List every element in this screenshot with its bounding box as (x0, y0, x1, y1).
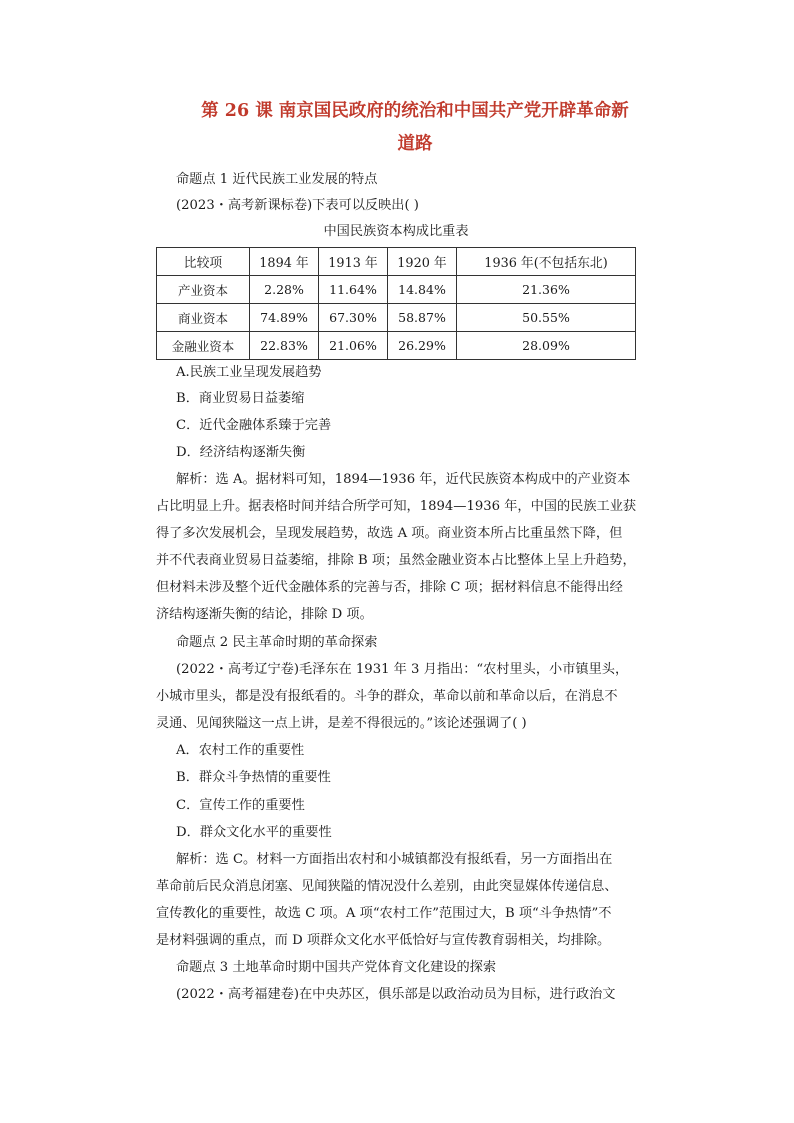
q2-stem-line: (2022・高考辽宁卷)毛泽东在 1931 年 3 月指出：“农村里头，小市镇里头， (176, 662, 629, 677)
q2-analysis-line: 解析：选 C。材料一方面指出农村和小城镇都没有报纸看，另一方面指出在 (176, 852, 613, 867)
q2-point: 命题点 2 民主革命时期的革命探索 (176, 635, 378, 650)
q1-analysis-line: 得了多次发展机会，呈现发展趋势，故选 A 项。商业资本所占比重虽然下降，但 (156, 526, 623, 541)
table-cell: 产业资本 (157, 276, 250, 304)
q2-option-a: A．农村工作的重要性 (176, 743, 305, 758)
q1-analysis-line: 并不代表商业贸易日益萎缩，排除 B 项；虽然金融业资本占比整体上呈上升趋势， (156, 553, 636, 568)
table-header-cell: 1913 年 (319, 248, 388, 276)
table-header-cell: 1936 年(不包括东北) (457, 248, 636, 276)
table-header-cell: 比较项 (157, 248, 250, 276)
table-cell: 商业资本 (157, 304, 250, 332)
q2-analysis-line: 是材料强调的重点，而 D 项群众文化水平低恰好与宣传教育弱相关，均排除。 (156, 933, 611, 948)
q1-analysis-line: 占比明显上升。据表格时间并结合所学可知，1894—1936 年，中国的民族工业获 (156, 499, 637, 514)
table-cell: 21.36% (457, 276, 636, 304)
q2-stem-line: 小城市里头，都是没有报纸看的。斗争的群众，革命以前和革命以后，在消息不 (156, 689, 618, 704)
q2-stem-line: 灵通、见闻狭隘这一点上讲，是差不得很远的。”该论述强调了( ) (156, 716, 527, 731)
q2-analysis-line: 革命前后民众消息闭塞、见闻狭隘的情况没什么差别，由此突显媒体传递信息、 (156, 879, 618, 894)
q3-stem: (2022・高考福建卷)在中央苏区，俱乐部是以政治动员为目标，进行政治文 (176, 987, 616, 1002)
q2-option-b: B．群众斗争热情的重要性 (176, 770, 331, 785)
q2-option-c: C．宣传工作的重要性 (176, 798, 305, 813)
table-cell: 11.64% (319, 276, 388, 304)
table-cell: 22.83% (250, 332, 319, 360)
table-cell: 74.89% (250, 304, 319, 332)
q2-analysis-line: 宣传教化的重要性，故选 C 项。A 项“农村工作”范围过大，B 项“斗争热情”不 (156, 906, 612, 921)
q1-point: 命题点 1 近代民族工业发展的特点 (176, 172, 378, 187)
table-cell: 50.55% (457, 304, 636, 332)
table-header-row (157, 248, 636, 276)
q1-analysis-line: 济结构逐渐失衡的结论，排除 D 项。 (156, 607, 373, 622)
table-cell: 金融业资本 (157, 332, 250, 360)
q2-option-d: D．群众文化水平的重要性 (176, 825, 332, 840)
table-cell: 14.84% (388, 276, 457, 304)
q1-option-a: A.民族工业呈现发展趋势 (176, 365, 322, 380)
q1-analysis-line: 但材料未涉及整个近代金融体系的完善与否，排除 C 项；据材料信息不能得出经 (156, 580, 623, 595)
table-header-cell: 1894 年 (250, 248, 319, 276)
q1-option-c: C．近代金融体系臻于完善 (176, 418, 332, 433)
table-cell: 28.09% (457, 332, 636, 360)
q1-option-b: B．商业贸易日益萎缩 (176, 391, 305, 406)
q3-point: 命题点 3 土地革命时期中国共产党体育文化建设的探索 (176, 960, 497, 975)
q1-table-caption: 中国民族资本构成比重表 (323, 224, 469, 239)
table-cell: 2.28% (250, 276, 319, 304)
q1-stem: (2023・高考新课标卷)下表可以反映出( ) (176, 198, 419, 213)
q1-analysis-line: 解析：选 A。据材料可知，1894—1936 年，近代民族资本构成中的产业资本 (176, 472, 631, 487)
table-header-cell: 1920 年 (388, 248, 457, 276)
table-row (157, 332, 636, 360)
lesson-title-line1: 第 26 课 南京国民政府的统治和中国共产党开辟革命新 (201, 101, 629, 121)
table-cell: 58.87% (388, 304, 457, 332)
q1-option-d: D．经济结构逐渐失衡 (176, 445, 306, 460)
capital-ratio-table (156, 247, 636, 360)
table-row (157, 304, 636, 332)
table-cell: 26.29% (388, 332, 457, 360)
table-row (157, 276, 636, 304)
lesson-title-line2: 道路 (397, 134, 433, 154)
table-cell: 21.06% (319, 332, 388, 360)
table-cell: 67.30% (319, 304, 388, 332)
